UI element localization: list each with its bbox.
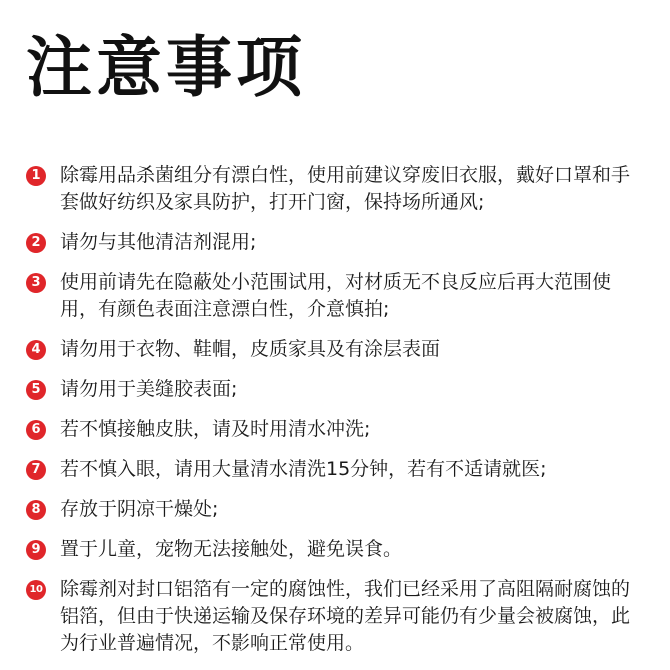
notice-text-9: 置于儿童，宠物无法接触处，避免误食。	[60, 538, 403, 560]
list-item	[26, 229, 640, 256]
list-item	[26, 496, 640, 523]
notice-text-1: 除霉用品杀菌组分有漂白性，使用前建议穿废旧衣服，戴好口罩和手套做好纺织及家具防护，打开门窗，保持场所通风;	[60, 164, 631, 213]
list-item	[26, 456, 640, 483]
number-badge-2: 2	[26, 233, 46, 253]
number-badge-6: 6	[26, 420, 46, 440]
page-title: 注意事项	[26, 29, 306, 106]
notice-text-6: 若不慎接触皮肤，请及时用清水冲洗;	[60, 418, 371, 440]
number-badge-4: 4	[26, 340, 46, 360]
list-item	[26, 536, 640, 563]
list-item	[26, 376, 640, 403]
notice-text-3: 使用前请先在隐蔽处小范围试用，对材质无不良反应后再大范围使用，有颜色表面注意漂白性，介意慎拍;	[60, 271, 612, 320]
number-badge-10: 10	[26, 580, 46, 600]
notice-text-2: 请勿与其他清洁剂混用;	[60, 231, 257, 253]
number-badge-3: 3	[26, 273, 46, 293]
number-badge-9: 9	[26, 540, 46, 560]
notice-text-4: 请勿用于衣物、鞋帽，皮质家具及有涂层表面	[60, 338, 441, 360]
notice-text-8: 存放于阴凉干燥处;	[60, 498, 219, 520]
notice-text-7: 若不慎入眼，请用大量清水清洗15分钟，若有不适请就医;	[60, 458, 547, 480]
list-item	[26, 162, 640, 216]
list-item	[26, 576, 640, 657]
notice-text-10: 除霉剂对封口铝箔有一定的腐蚀性，我们已经采用了高阻隔耐腐蚀的铝箔，但由于快递运输及保存环境的差异可能仍有少量会被腐蚀，此为行业普遍情况，不影响正常使用。	[60, 578, 631, 654]
list-item	[26, 269, 640, 323]
number-badge-5: 5	[26, 380, 46, 400]
number-badge-8: 8	[26, 500, 46, 520]
number-badge-1: 1	[26, 166, 46, 186]
list-item	[26, 416, 640, 443]
number-badge-7: 7	[26, 460, 46, 480]
notice-text-5: 请勿用于美缝胶表面;	[60, 378, 238, 400]
notice-list	[26, 162, 640, 657]
list-item	[26, 336, 640, 363]
